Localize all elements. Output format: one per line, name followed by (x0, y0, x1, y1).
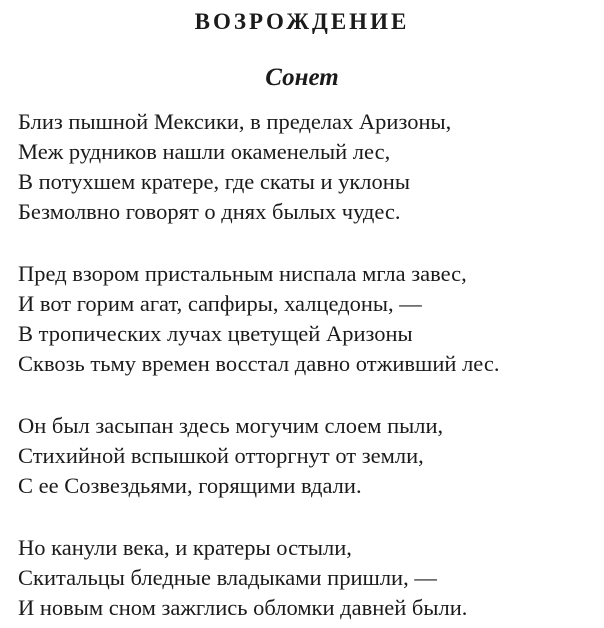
verse-line: И новым сном зажглись обломки давней были. (18, 595, 468, 620)
stanza-4 (18, 533, 598, 623)
verse-line: Но канули века, и кратеры остыли, (18, 535, 352, 560)
verse-line: Сквозь тьму времен восстал давно отживший лес. (18, 351, 500, 376)
verse-line: Меж рудников нашли окаменелый лес, (18, 139, 391, 164)
verse-line: В тропических лучах цветущей Аризоны (18, 321, 413, 346)
verse-line: Стихийной вспышкой отторгнут от земли, (18, 443, 424, 468)
stanza-2 (18, 259, 598, 379)
verse-line: И вот горим агат, сапфиры, халцедоны, — (18, 291, 422, 316)
verse-line: Скитальцы бледные владыками пришли, — (18, 565, 437, 590)
stanza-1 (18, 107, 598, 227)
verse-line: В потухшем кратере, где скаты и уклоны (18, 169, 410, 194)
verse-line: Он был засыпан здесь могучим слоем пыли, (18, 413, 444, 438)
poem-title: ВОЗРОЖДЕНИЕ (194, 9, 410, 34)
verse-line: С ее Созвездьями, горящими вдали. (18, 473, 362, 498)
poem-subtitle: Сонет (265, 64, 339, 91)
stanza-3 (18, 411, 598, 501)
verse-line: Пред взором пристальным ниспала мгла завес, (18, 261, 467, 286)
verse-line: Близ пышной Мексики, в пределах Аризоны, (18, 109, 452, 134)
verse-line: Безмолвно говорят о днях былых чудес. (18, 199, 401, 224)
